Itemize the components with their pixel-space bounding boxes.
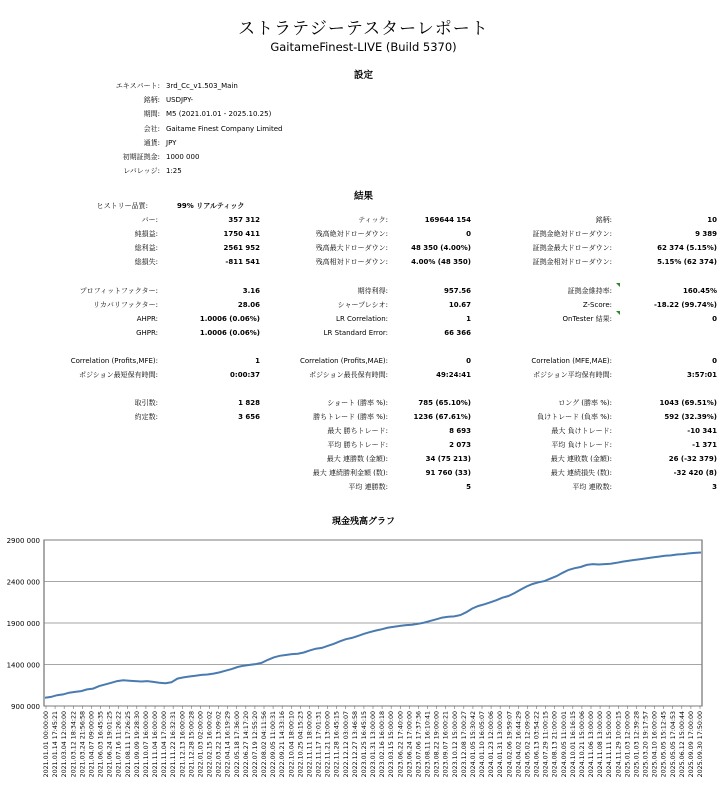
result-label: 総損失: — [134, 258, 158, 266]
result-value: 160.45% — [682, 287, 717, 295]
x-tick-label: 2023.08.22 19:00:00 — [433, 711, 441, 778]
settings-value: 1:25 — [166, 167, 182, 176]
settings-value: USDJPY- — [166, 96, 194, 105]
result-label: 平均 連勝数: — [348, 483, 388, 491]
x-tick-label: 2021.01.14 17:45:21 — [52, 711, 60, 778]
x-tick-label: 2021.07.16 11:26:22 — [115, 711, 123, 778]
settings-value: 3rd_Cc_v1.503_Main — [166, 82, 238, 90]
x-tick-label: 2025.05.05 17:04:53 — [669, 711, 677, 778]
x-tick-label: 2021.11.04 17:00:00 — [161, 711, 169, 778]
x-tick-label: 2021.09.09 19:28:30 — [133, 711, 141, 778]
x-tick-label: 2024.10.21 15:00:06 — [578, 711, 586, 778]
result-label: GHPR: — [136, 329, 158, 337]
result-value: 26 (-32 379) — [668, 455, 717, 463]
result-value: 0 — [466, 230, 471, 238]
result-label: 平均 勝ちトレード: — [327, 441, 388, 449]
result-value: 785 (65.10%) — [418, 399, 471, 407]
x-tick-label: 2021.11.22 16:32:31 — [170, 711, 178, 778]
result-label: シャープレシオ: — [337, 301, 388, 309]
settings-label: レバレッジ: — [123, 167, 160, 176]
result-label: 平均 負けトレード: — [551, 441, 612, 449]
settings-label: 通貨: — [143, 138, 160, 147]
settings-label: エキスパート: — [115, 82, 160, 90]
result-value: 5.15% (62 374) — [657, 258, 717, 266]
history-quality-value: 99% リアルティック — [177, 202, 245, 210]
result-label: プロフィットファクター: — [79, 287, 158, 295]
result-value: 2 073 — [449, 441, 471, 449]
settings-label: 期間: — [143, 110, 160, 119]
result-label: 勝ちトレード (勝率 %): — [313, 413, 388, 421]
x-tick-label: 2024.11.06 13:00:00 — [588, 711, 595, 778]
x-tick-label: 2024.06.13 03:54:22 — [533, 711, 541, 778]
result-label: 期待利得: — [357, 287, 388, 295]
result-value: 9 389 — [695, 230, 717, 238]
result-value: 592 (32.39%) — [664, 413, 717, 421]
x-tick-label: 2024.07.29 11:00:15 — [542, 711, 550, 778]
x-tick-label: 2021.06.03 16:45:35 — [97, 711, 105, 778]
x-tick-label: 2025.06.12 15:00:44 — [678, 711, 686, 778]
result-value: 1236 (67.61%) — [413, 413, 471, 421]
x-tick-label: 2024.08.13 21:00:00 — [551, 711, 559, 778]
x-tick-label: 2021.03.12 18:34:22 — [70, 711, 78, 778]
y-tick-label: 1400 000 — [6, 661, 40, 670]
x-tick-label: 2022.10.04 18:00:10 — [288, 711, 296, 778]
x-tick-label: 2023.07.06 17:37:36 — [415, 711, 423, 778]
result-label: 純損益: — [134, 230, 158, 238]
result-label: 約定数: — [134, 413, 158, 421]
result-label: 最大 連続勝利金額 (数): — [312, 469, 388, 477]
x-tick-label: 2024.01.10 16:05:07 — [479, 711, 486, 778]
x-tick-label: 2022.04.14 16:19:29 — [224, 711, 232, 778]
settings-value: JPY — [166, 138, 177, 147]
x-tick-label: 2025.04.10 16:00:00 — [651, 711, 659, 778]
report-subtitle: GaitameFinest-LIVE (Build 5370) — [270, 40, 457, 54]
result-label: 最大 連敗数 (金額): — [550, 455, 612, 463]
x-tick-label: 2024.01.31 13:00:00 — [497, 711, 505, 778]
result-label: ポジション平均保有時間: — [532, 371, 612, 379]
result-value: 0 — [712, 357, 717, 365]
result-label: 最大 勝ちトレード: — [327, 427, 388, 435]
x-tick-label: 2022.11.11 18:00:00 — [306, 711, 314, 778]
result-value: 0 — [466, 357, 471, 365]
result-value: 10.67 — [448, 301, 471, 309]
x-tick-label: 2021.12.13 16:00:00 — [179, 711, 187, 778]
x-tick-label: 2022.07.19 12:55:20 — [251, 711, 259, 778]
results-heading: 結果 — [353, 191, 373, 202]
x-tick-label: 2023.10.12 15:00:00 — [451, 711, 459, 778]
x-tick-label: 2024.02.06 19:59:07 — [506, 711, 514, 778]
result-label: LR Standard Error: — [323, 329, 388, 337]
x-tick-label: 2023.06.22 17:40:00 — [397, 711, 405, 778]
x-tick-label: 2022.09.05 11:00:31 — [270, 711, 278, 778]
x-tick-label: 2024.04.02 16:44:29 — [515, 711, 523, 778]
result-value: 1 — [255, 357, 260, 365]
settings-value: Gaitame Finest Company Limited — [166, 124, 283, 133]
result-label: 最大 連勝数 (金額): — [326, 455, 388, 463]
x-tick-label: 2021.04.07 09:00:00 — [88, 711, 96, 778]
result-value: 48 350 (4.00%) — [411, 244, 471, 252]
result-value: 62 374 (5.15%) — [657, 244, 717, 252]
result-value: -32 420 (8) — [673, 469, 717, 477]
result-label: ポジション最短保有時間: — [78, 371, 158, 379]
settings-row — [0, 137, 727, 149]
settings-heading: 設定 — [353, 70, 373, 81]
result-label: OnTester 結果: — [562, 315, 612, 323]
result-value: 4.00% (48 350) — [411, 258, 471, 266]
x-tick-label: 2025.03.20 19:17:57 — [642, 711, 650, 778]
settings-row — [0, 94, 727, 106]
chart-frame — [44, 540, 702, 706]
result-label: 最大 負けトレード: — [551, 427, 612, 435]
x-tick-label: 2021.12.28 15:00:28 — [188, 711, 196, 778]
history-quality-label: ヒストリー品質: — [96, 202, 148, 210]
x-tick-label: 2022.03.22 13:09:02 — [215, 711, 223, 778]
x-tick-label: 2025.05.05 15:12:45 — [660, 711, 668, 778]
result-value: 0 — [712, 315, 717, 323]
x-tick-label: 2025.09.09 17:00:00 — [687, 711, 695, 778]
x-tick-label: 2022.11.28 16:45:15 — [333, 711, 341, 778]
x-tick-label: 2023.01.31 13:00:00 — [370, 711, 377, 778]
x-tick-label: 2021.06.24 19:01:25 — [106, 711, 114, 778]
result-value: 1750 411 — [223, 230, 260, 238]
result-value: 3 — [712, 483, 717, 491]
result-value: 957.56 — [443, 287, 471, 295]
x-tick-label: 2025.01.03 12:00:00 — [624, 711, 632, 778]
x-tick-label: 2022.11.21 13:00:00 — [324, 711, 332, 778]
result-value: 357 312 — [228, 216, 260, 224]
result-value: -10 341 — [687, 427, 717, 435]
x-tick-label: 2023.03.15 15:00:00 — [388, 711, 396, 778]
result-label: 平均 連敗数: — [572, 483, 612, 491]
result-label: Correlation (MFE,MAE): — [531, 357, 612, 365]
x-tick-label: 2024.11.08 13:00:00 — [597, 711, 605, 778]
result-label: リカバリファクター: — [92, 301, 158, 309]
x-tick-label: 2022.12.27 13:46:58 — [351, 711, 359, 778]
result-value: 91 760 (33) — [425, 469, 471, 477]
result-label: 残高相対ドローダウン: — [315, 258, 388, 266]
settings-label: 初期証拠金: — [122, 153, 160, 161]
x-tick-label: 2024.05.02 12:09:00 — [524, 711, 532, 778]
result-value: 0:00:37 — [230, 371, 260, 379]
x-tick-label: 2023.12.08 17:00:27 — [460, 711, 468, 778]
x-tick-label: 2022.11.17 17:01:31 — [315, 711, 323, 778]
result-label: 証拠金維持率: — [567, 287, 612, 295]
x-tick-label: 2023.08.11 16:10:41 — [424, 711, 432, 778]
x-tick-label: 2024.11.29 10:00:15 — [615, 711, 623, 778]
settings-value: M5 (2021.01.01 - 2025.10.25) — [166, 110, 272, 119]
result-value: -1 371 — [692, 441, 717, 449]
result-value: 169644 154 — [424, 216, 471, 224]
x-tick-label: 2024.09.05 11:00:01 — [560, 711, 568, 778]
y-tick-label: 900 000 — [11, 703, 40, 711]
x-tick-label: 2022.06.27 14:17:20 — [242, 711, 250, 778]
result-label: Correlation (Profits,MAE): — [299, 357, 388, 365]
result-label: LR Correlation: — [336, 315, 388, 323]
settings-row — [0, 108, 727, 120]
result-value: 1.0006 (0.06%) — [199, 329, 260, 337]
x-tick-label: 2022.02.15 16:00:02 — [206, 711, 214, 778]
result-value: -18.22 (99.74%) — [653, 301, 717, 309]
balance-line — [45, 553, 701, 698]
result-value: 10 — [707, 216, 717, 224]
x-tick-label: 2023.02.16 16:00:18 — [379, 711, 387, 778]
x-tick-label: 2021.08.11 17:26:25 — [124, 711, 132, 778]
result-label: 残高絶対ドローダウン: — [315, 230, 388, 238]
settings-row — [0, 123, 727, 135]
x-tick-label: 2025.01.03 12:39:28 — [633, 711, 641, 778]
settings-label: 銘柄: — [143, 96, 160, 105]
x-tick-label: 2021.03.24 21:56:58 — [79, 711, 87, 778]
x-tick-label: 2022.09.21 14:33:16 — [279, 711, 287, 778]
x-tick-label: 2022.10.25 04:15:23 — [297, 711, 305, 778]
result-label: 残高最大ドローダウン: — [315, 244, 388, 252]
x-tick-label: 2022.12.12 03:00:07 — [342, 711, 350, 778]
result-label: Correlation (Profits,MFE): — [70, 357, 158, 365]
result-label: バー: — [141, 216, 158, 224]
result-value: 66 366 — [444, 329, 471, 337]
result-value: 49:24:41 — [436, 371, 471, 379]
x-tick-label: 2022.01.03 02:00:00 — [197, 711, 205, 778]
report-title: ストラテジーテスターレポート — [238, 19, 489, 39]
chart-title: 現金残高グラフ — [331, 517, 395, 527]
result-label: AHPR: — [136, 315, 158, 323]
result-label: 最大 連続損失 (数): — [550, 469, 612, 477]
x-tick-label: 2021.11.04 16:00:00 — [152, 711, 159, 778]
result-label: 証拠金絶対ドローダウン: — [532, 230, 612, 238]
x-tick-label: 2023.09.07 16:00:21 — [442, 711, 450, 778]
result-label: ポジション最長保有時間: — [308, 371, 388, 379]
x-tick-label: 2022.08.02 04:11:56 — [261, 711, 268, 778]
note-marker-icon — [616, 283, 620, 287]
result-value: 3.16 — [242, 287, 260, 295]
result-value: 3 656 — [238, 413, 260, 421]
result-label: 取引数: — [134, 399, 158, 407]
settings-row — [0, 80, 727, 92]
x-tick-label: 2021.01.01 00:00:00 — [43, 711, 50, 778]
settings-label: 会社: — [143, 124, 160, 133]
note-marker-icon — [616, 311, 620, 315]
result-value: 1 828 — [238, 399, 260, 407]
x-tick-label: 2021.03.04 12:00:00 — [61, 711, 69, 778]
settings-value: 1000 000 — [166, 153, 200, 161]
result-label: 証拠金最大ドローダウン: — [532, 244, 612, 252]
result-value: -811 541 — [225, 258, 260, 266]
x-tick-label: 2024.01.23 12:00:06 — [488, 711, 496, 778]
result-label: ティック: — [358, 216, 388, 224]
settings-row — [0, 165, 727, 177]
x-tick-label: 2023.01.25 16:45:15 — [360, 711, 368, 778]
result-value: 1043 (69.51%) — [659, 399, 717, 407]
result-value: 2561 952 — [223, 244, 260, 252]
y-tick-label: 2400 000 — [6, 578, 40, 587]
x-tick-label: 2021.10.07 16:00:00 — [142, 711, 150, 778]
history-quality-row — [0, 200, 727, 212]
result-label: ロング (勝率 %): — [558, 399, 612, 407]
y-tick-label: 2900 000 — [6, 537, 40, 545]
x-tick-label: 2025.09.30 17:50:00 — [697, 711, 704, 778]
result-value: 8 693 — [449, 427, 471, 435]
result-value: 5 — [466, 483, 471, 491]
x-tick-label: 2024.10.01 16:16:15 — [569, 711, 577, 778]
y-tick-label: 1900 000 — [6, 620, 40, 628]
x-tick-label: 2022.05.18 17:36:00 — [233, 711, 241, 778]
result-value: 34 (75 213) — [425, 455, 471, 463]
result-value: 3:57:01 — [687, 371, 717, 379]
result-label: 総利益: — [134, 244, 158, 252]
result-value: 28.06 — [237, 301, 260, 309]
result-label: 負けトレード (負率 %): — [537, 413, 612, 421]
x-tick-label: 2024.11.11 15:00:00 — [606, 711, 614, 778]
result-value: 1.0006 (0.06%) — [199, 315, 260, 323]
x-tick-label: 2024.01.05 15:30:42 — [469, 711, 477, 778]
result-label: ショート (勝率 %): — [327, 399, 388, 407]
result-label: 銘柄: — [595, 216, 612, 224]
x-tick-label: 2023.06.24 17:00:00 — [406, 711, 414, 778]
result-label: 証拠金相対ドローダウン: — [532, 258, 612, 266]
result-label: Z-Score: — [582, 301, 612, 309]
settings-row — [0, 151, 727, 163]
result-value: 1 — [466, 315, 471, 323]
